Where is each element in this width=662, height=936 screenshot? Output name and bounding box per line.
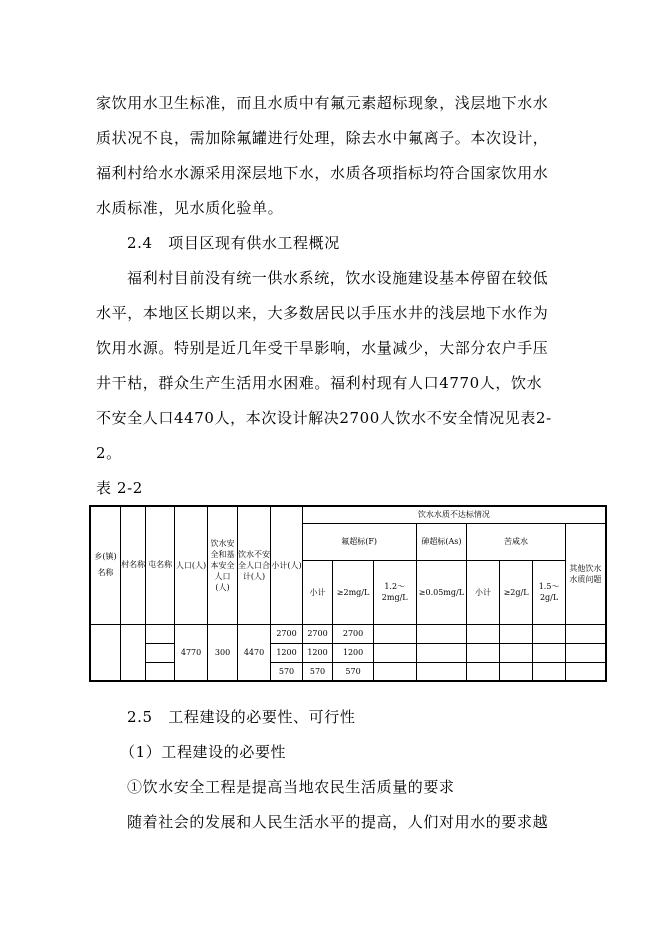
paragraph-line: 质状况不良，需加除氟罐进行处理，除去水中氟离子。本次设计， xyxy=(96,129,549,147)
cell-fu-2: 2700 xyxy=(333,624,374,643)
paragraph-line: 2。 xyxy=(96,444,122,462)
cell-empty xyxy=(467,624,500,643)
cell-empty xyxy=(416,662,467,681)
header-other: 其他饮水水质问题 xyxy=(565,523,606,624)
cell-xiaoji: 570 xyxy=(271,662,302,681)
cell-xiang xyxy=(90,624,120,681)
cell-cun xyxy=(120,624,145,681)
header-anquan: 饮水安全和基本安全人口(人) xyxy=(208,506,237,624)
cell-empty xyxy=(467,662,500,681)
header-tun: 屯名称 xyxy=(146,506,174,624)
cell-empty xyxy=(373,624,416,643)
cell-fu-xiaoji: 1200 xyxy=(302,643,332,662)
cell-xiaoji: 1200 xyxy=(271,643,302,662)
cell-buanquan: 4470 xyxy=(237,624,271,681)
cell-fu-xiaoji: 570 xyxy=(302,662,332,681)
paragraph-line: 饮用水源。特别是近几年受干旱影响，水量减少，大部分农户手压 xyxy=(96,339,549,357)
header-shen: 砷超标(As) xyxy=(416,523,467,560)
paragraph-line: 水质标准，见水质化验单。 xyxy=(96,199,284,217)
header-fu-xiaoji: 小计 xyxy=(302,560,332,624)
cell-empty xyxy=(533,662,566,681)
cell-tun xyxy=(146,643,174,662)
paragraph-line: 家饮用水卫生标准，而且水质中有氟元素超标现象，浅层地下水水 xyxy=(96,94,549,112)
header-ku-15: 1.5～2g/L xyxy=(533,560,566,624)
header-shen-v: ≥0.05mg/L xyxy=(416,560,467,624)
cell-anquan: 300 xyxy=(208,624,237,681)
table-caption: 表 2-2 xyxy=(96,479,143,497)
cell-empty xyxy=(416,624,467,643)
paragraph-line: 不安全人口4470人，本次设计解决2700人饮水不安全情况见表2- xyxy=(96,409,552,427)
header-xiaoji: 小计(人) xyxy=(271,506,302,624)
cell-fu-2: 1200 xyxy=(333,643,374,662)
cell-empty xyxy=(499,662,533,681)
header-renkou: 人口(人) xyxy=(174,506,208,624)
subheading-1: （1）工程建设的必要性 xyxy=(120,743,287,761)
cell-xiaoji: 2700 xyxy=(271,624,302,643)
header-ku: 苦咸水 xyxy=(467,523,566,560)
cell-tun xyxy=(146,662,174,681)
cell-empty xyxy=(467,643,500,662)
paragraph-line: 井干枯，群众生产生活用水困难。福利村现有人口4770人，饮水 xyxy=(96,374,543,392)
paragraph-line: 水平，本地区长期以来，大多数居民以手压水井的浅层地下水作为 xyxy=(96,304,549,322)
cell-renkou: 4770 xyxy=(174,624,208,681)
header-fu-12: 1.2～2mg/L xyxy=(373,560,416,624)
cell-empty xyxy=(565,643,606,662)
paragraph-line: 福利村给水水源采用深层地下水，水质各项指标均符合国家饮用水 xyxy=(96,164,549,182)
header-ku-2: ≥2g/L xyxy=(499,560,533,624)
header-buanquan: 饮水不安全人口合计(人) xyxy=(237,506,271,624)
paragraph-line: 随着社会的发展和人民生活水平的提高，人们对用水的要求越 xyxy=(127,813,549,831)
header-fu-2: ≥2mg/L xyxy=(333,560,374,624)
water-quality-table xyxy=(89,505,607,682)
cell-empty xyxy=(533,643,566,662)
cell-empty xyxy=(373,643,416,662)
cell-empty xyxy=(565,624,606,643)
header-ku-xiaoji: 小计 xyxy=(467,560,500,624)
cell-empty xyxy=(499,624,533,643)
cell-empty xyxy=(565,662,606,681)
cell-fu-xiaoji: 2700 xyxy=(302,624,332,643)
cell-empty xyxy=(533,624,566,643)
paragraph-line: 福利村目前没有统一供水系统，饮水设施建设基本停留在较低 xyxy=(127,269,549,287)
header-cun: 村名称 xyxy=(120,506,145,624)
cell-empty xyxy=(373,662,416,681)
header-group: 饮水水质不达标情况 xyxy=(302,506,606,523)
cell-tun xyxy=(146,624,174,643)
section-heading-2-4: 2.4 项目区现有供水工程概况 xyxy=(127,234,340,252)
header-fu: 氟超标(F) xyxy=(302,523,416,560)
header-xiang: 乡(镇)名称 xyxy=(90,506,120,624)
cell-empty xyxy=(499,643,533,662)
item-heading-1: ①饮水安全工程是提高当地农民生活质量的要求 xyxy=(127,778,455,796)
cell-empty xyxy=(416,643,467,662)
cell-fu-2: 570 xyxy=(333,662,374,681)
section-heading-2-5: 2.5 工程建设的必要性、可行性 xyxy=(127,708,356,726)
